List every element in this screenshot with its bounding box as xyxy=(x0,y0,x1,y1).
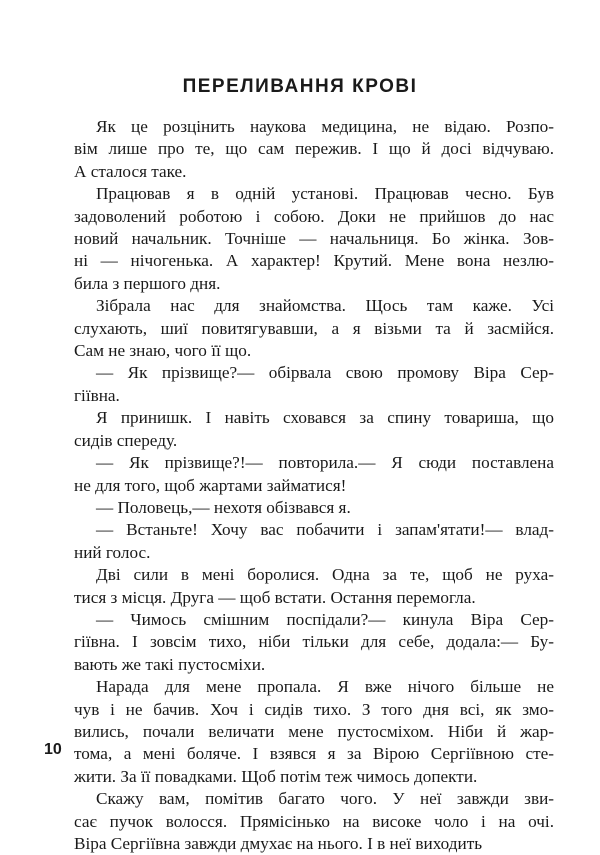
text-line: тися з місця. Друга — щоб встати. Остання перемогла. xyxy=(74,587,476,607)
text-line: — Як прізвище?— обірвала свою промову Віра Сер- xyxy=(96,363,554,383)
paragraph xyxy=(52,676,554,788)
paragraph xyxy=(52,609,554,676)
paragraph xyxy=(52,183,554,295)
text-line: сає пучок волосся. Прямісінько на високе чоло і на очі. xyxy=(74,811,554,831)
text-line: гіївна. xyxy=(74,385,120,405)
text-line: Сам не знаю, чого її що. xyxy=(74,341,252,361)
paragraph xyxy=(52,362,554,407)
text-line: — Чимось смішним поспідали?— кинула Віра Сер- xyxy=(96,609,554,629)
text-line: вім лише про те, що сам пережив. І що й досі відчуваю. xyxy=(74,139,554,159)
chapter-text xyxy=(52,116,554,855)
text-line: тома, а мені боляче. І взявся я за Вірою Сергіївною сте- xyxy=(74,744,554,764)
text-line: А сталося таке. xyxy=(74,161,187,181)
text-line: Як це розцінить наукова медицина, не відаю. Розпо- xyxy=(96,117,554,136)
text-line: ний голос. xyxy=(74,542,151,562)
text-line: ні — нічогенька. А характер! Крутий. Мене вона незлю- xyxy=(74,251,554,271)
paragraph xyxy=(52,295,554,362)
text-line: била з першого дня. xyxy=(74,273,221,293)
text-line: Зібрала нас для знайомства. Щось там каже. Усі xyxy=(96,296,554,316)
text-line: вились, почали величати мене пустосміхом. Ніби й жар- xyxy=(74,721,554,741)
text-line: Я принишк. І навіть сховався за спину товариша, що xyxy=(96,408,554,428)
text-line: — Як прізвище?!— повторила.— Я сюди поставлена xyxy=(96,453,554,473)
text-line: Дві сили в мені боролися. Одна за те, щоб не руха- xyxy=(96,565,554,585)
text-line: жити. За її повадками. Щоб потім теж чимось допекти. xyxy=(74,766,478,786)
text-line: Віра Сергіївна завжди дмухає на нього. І в неї виходить xyxy=(74,834,483,853)
paragraph xyxy=(52,519,554,564)
page-number: 10 xyxy=(44,741,62,758)
text-line: — Встаньте! Хочу вас побачити і запам'ятати!— влад- xyxy=(96,520,554,540)
paragraph xyxy=(52,788,554,855)
text-line: — Половець,— нехотя обізвався я. xyxy=(96,497,351,517)
chapter-title: ПЕРЕЛИВАННЯ КРОВІ xyxy=(182,76,418,97)
text-line: Скажу вам, помітив багато чого. У неї завжди зви- xyxy=(96,789,554,809)
text-line: слухають, шиї повитягувавши, а я візьми та й засмійся. xyxy=(74,318,554,338)
text-line: новий начальник. Точніше — начальниця. Бо жінка. Зов- xyxy=(74,229,554,249)
text-line: гіївна. І зовсім тихо, ніби тільки для себе, додала:— Бу- xyxy=(74,632,554,652)
paragraph xyxy=(52,407,554,452)
paragraph xyxy=(52,497,554,519)
text-line: Нарада для мене пропала. Я вже нічого більше не xyxy=(96,677,554,697)
text-line: задоволений роботою і собою. Доки не прийшов до нас xyxy=(74,206,554,226)
text-line: сидів спереду. xyxy=(74,430,178,450)
text-line: вають же такі пустосміхи. xyxy=(74,654,266,674)
text-line: не для того, щоб жартами займатися! xyxy=(74,475,347,495)
paragraph xyxy=(52,116,554,183)
text-line: чув і не бачив. Хоч і сидів тихо. З того дня всі, як змо- xyxy=(74,699,554,719)
paragraph xyxy=(52,564,554,609)
text-line: Працював я в одній установі. Працював чесно. Був xyxy=(96,184,554,204)
paragraph xyxy=(52,452,554,497)
